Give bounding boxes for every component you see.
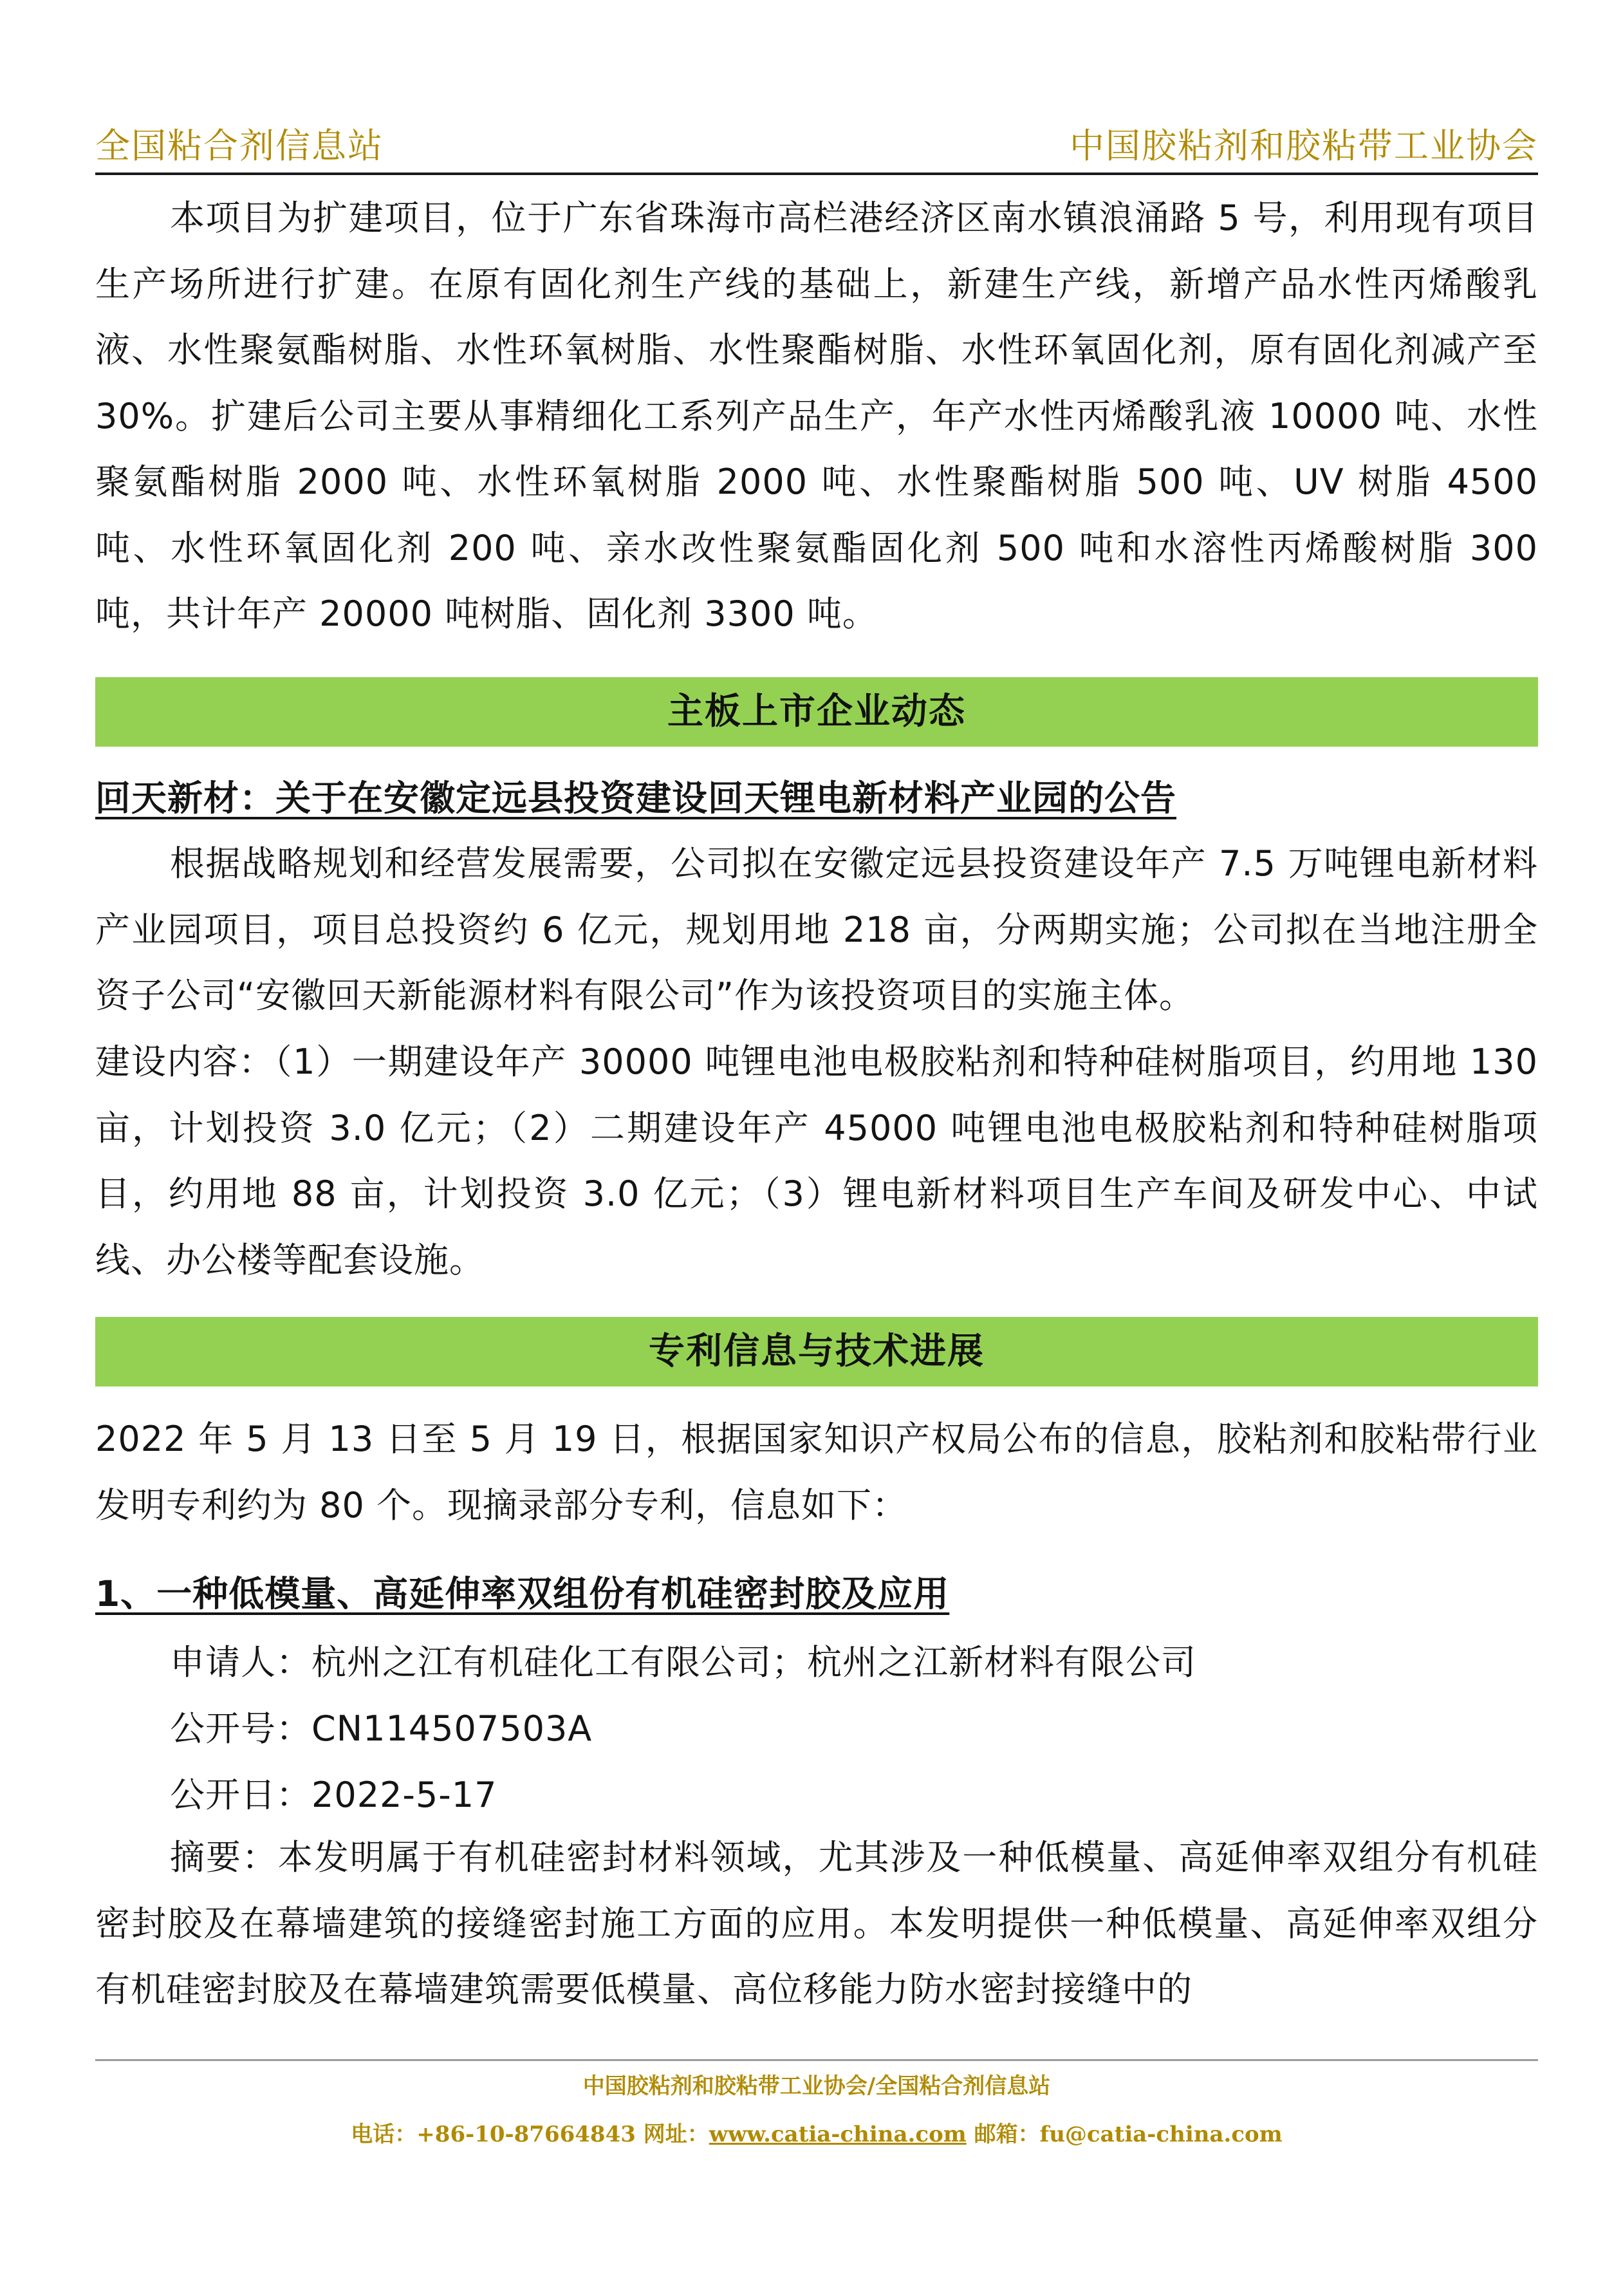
article-paragraph-2: 建设内容：（1）一期建设年产 30000 吨锂电池电极胶粘剂和特种硅树脂项目，约用地 130 亩，计划投资 3.0 亿元；（2）二期建设年产 45000 吨锂电池电极胶粘剂和特种硅树脂项目，约用地 88 亩，计划投资 3.0 亿元；（3）锂电新材料项目生产车间及研发中心、中试线、办公楼等配套设施。 — [95, 1041, 1538, 1280]
patent-1-abstract: 摘要：本发明属于有机硅密封材料领域，尤其涉及一种低模量、高延伸率双组分有机硅密封胶及在幕墙建筑的接缝密封施工方面的应用。本发明提供一种低模量、高延伸率双组分有机硅密封胶及在幕墙建筑需要低模量、高位移能力防水密封接缝中的 — [95, 1837, 1538, 2010]
article-paragraph-1: 根据战略规划和经营发展需要，公司拟在安徽定远县投资建设年产 7.5 万吨锂电新材料产业园项目，项目总投资约 6 亿元，规划用地 218 亩，分两期实施；公司拟在当地注册全资子公司“安徽回天新能源材料有限公司”作为该投资项目的实施主体。 — [95, 843, 1538, 1016]
patents-intro: 2022 年 5 月 13 日至 5 月 19 日，根据国家知识产权局公布的信息，胶粘剂和胶粘带行业发明专利约为 80 个。现摘录部分专利，信息如下： — [95, 1419, 1538, 1526]
article-title[interactable]: 回天新材：关于在安徽定远县投资建设回天锂电新材料产业园的公告 — [95, 778, 1177, 819]
footer-divider — [95, 2059, 1538, 2061]
page-header — [95, 115, 1538, 175]
header-right-title: 中国胶粘剂和胶粘带工业协会 — [1070, 126, 1538, 166]
intro-paragraph: 本项目为扩建项目，位于广东省珠海市高栏港经济区南水镇浪涌路 5 号，利用现有项目生产场所进行扩建。在原有固化剂生产线的基础上，新建生产线，新增产品水性丙烯酸乳液、水性聚氨酯树脂、水性环氧树脂、水性聚酯树脂、水性环氧固化剂，原有固化剂减产至 30%。扩建后公司主要从事精细化工系列产品生产，年产水性丙烯酸乳液 10000 吨、水性聚氨酯树脂 2000 吨、水性环氧树脂 2000 吨、水性聚酯树脂 500 吨、UV 树脂 4500 吨、水性环氧固化剂 200 吨、亲水改性聚氨酯固化剂 500 吨和水溶性丙烯酸树脂 300 吨，共计年产 20000 吨树脂、固化剂 3300 吨。 — [95, 198, 1538, 634]
section-banner-main-board: 主板上市企业动态 — [95, 677, 1538, 747]
footer-website-link[interactable]: www.catia-china.com — [709, 2122, 967, 2147]
patent-1-publication-number: 公开号：CN114507503A — [170, 1708, 593, 1749]
header-left-title: 全国粘合剂信息站 — [95, 126, 384, 166]
footer-organization: 中国胶粘剂和胶粘带工业协会/全国粘合剂信息站 — [582, 2073, 1051, 2099]
patent-1-applicant: 申请人：杭州之江有机硅化工有限公司；杭州之江新材料有限公司 — [170, 1642, 1196, 1683]
section-banner-patents: 专利信息与技术进展 — [95, 1317, 1538, 1386]
footer-email: 邮箱：fu@catia-china.com — [966, 2122, 1283, 2147]
footer-contact — [95, 2116, 1538, 2148]
footer-phone: 电话：+86-10-87664843 网址： — [351, 2122, 709, 2147]
patent-1-title[interactable]: 1、一种低模量、高延伸率双组份有机硅密封胶及应用 — [95, 1573, 950, 1614]
patent-1-publication-date: 公开日：2022-5-17 — [170, 1775, 497, 1815]
